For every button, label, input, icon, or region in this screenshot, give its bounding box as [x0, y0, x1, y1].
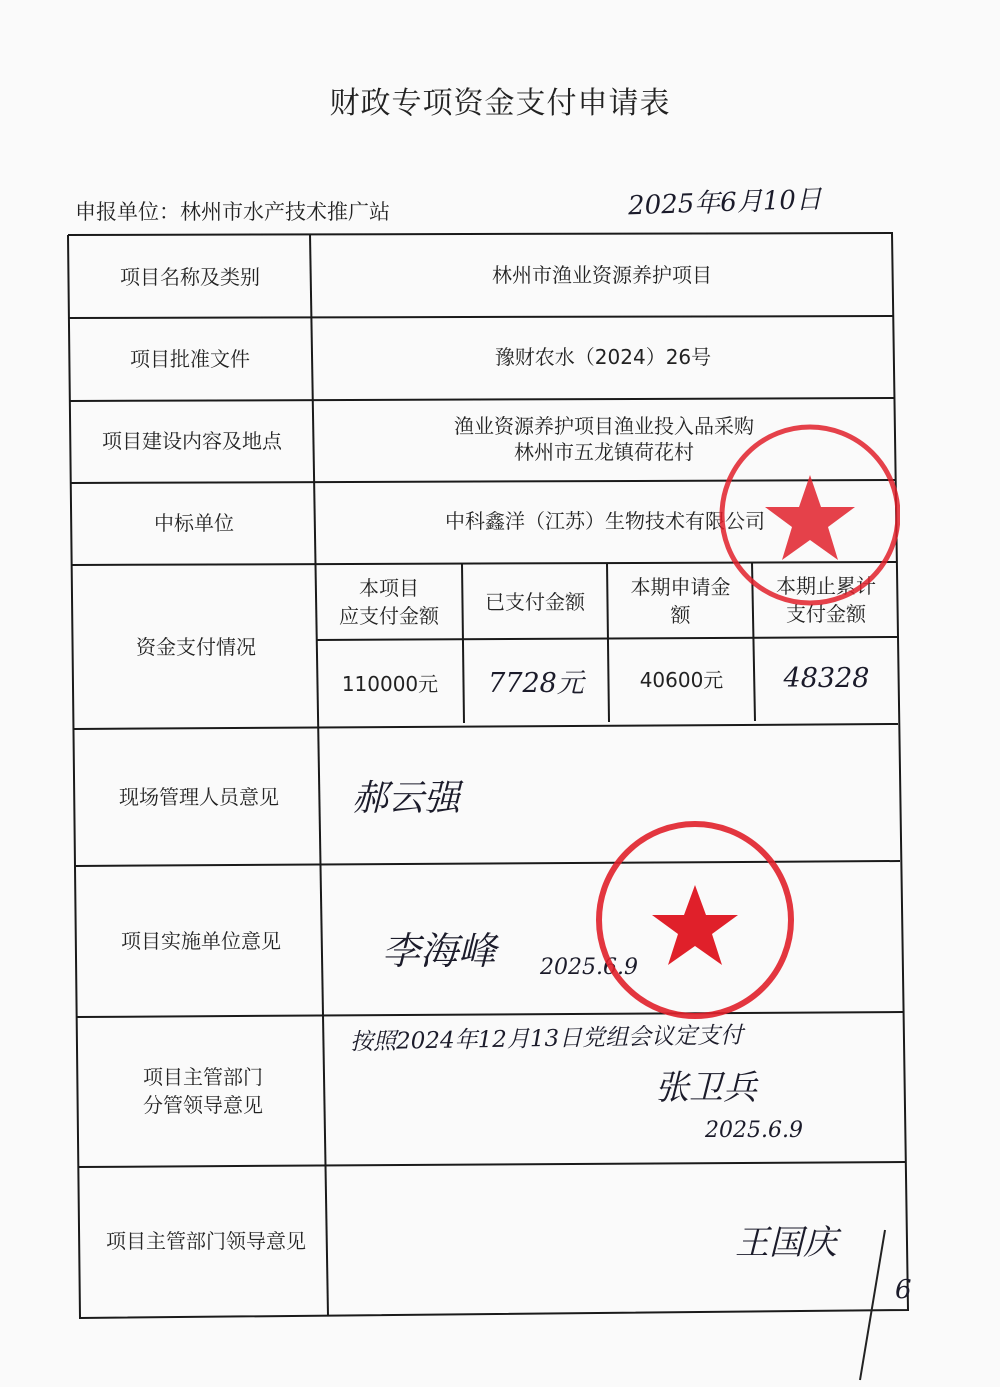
- dept-deputy-date: 2025.6.9: [705, 1118, 803, 1143]
- value-project-name: 林州市渔业资源养护项目: [492, 263, 712, 287]
- label-funds: 资金支付情况: [136, 634, 256, 659]
- funds-col1-header-line2: 应支付金额: [339, 604, 439, 628]
- dept-deputy-comment: 按照2024年12月13日党组会议定支付: [349, 1022, 744, 1056]
- label-dept-deputy-line1: 项目主管部门: [143, 1065, 263, 1089]
- dept-leader-signature: 王国庆: [735, 1223, 837, 1263]
- value-construction-line2: 林州市五龙镇荷花村: [514, 440, 694, 464]
- funds-col4-value: 48328: [783, 663, 870, 694]
- label-dept-deputy-line2: 分管领导意见: [143, 1093, 263, 1117]
- funds-col2-value: 7728元: [488, 668, 584, 699]
- funds-col2-header: 已支付金额: [485, 590, 585, 614]
- label-project-name: 项目名称及类别: [120, 265, 260, 289]
- value-approval-doc: 豫财农水（2024）26号: [494, 345, 712, 369]
- page-title: 财政专项资金支付申请表: [329, 86, 671, 121]
- company-seal: [700, 415, 900, 615]
- funds-col4-header-line1: 本期止累计: [776, 574, 876, 598]
- label-construction: 项目建设内容及地点: [102, 429, 282, 453]
- funds-col3-header-line2: 额: [670, 603, 691, 627]
- label-dept-leader: 项目主管部门领导意见: [106, 1229, 306, 1253]
- dept-deputy-signature: 张卫兵: [655, 1068, 757, 1108]
- funds-col3-value: 40600元: [639, 668, 724, 692]
- implementing-unit-date: 2025.6.9: [540, 955, 638, 980]
- site-manager-signature: 郝云强: [352, 778, 461, 819]
- station-seal: [590, 815, 800, 1025]
- label-site-manager: 现场管理人员意见: [119, 785, 279, 809]
- value-winning-bidder: 中科鑫洋（江苏）生物技术有限公司: [445, 509, 765, 533]
- funds-col1-value: 110000元: [341, 672, 439, 696]
- reporting-unit: 申报单位：林州市水产技术推广站: [75, 200, 390, 224]
- funds-col1-header-line1: 本项目: [359, 576, 419, 600]
- value-construction-line1: 渔业资源养护项目渔业投入品采购: [454, 414, 754, 438]
- label-winning-bidder: 中标单位: [154, 511, 234, 535]
- implementing-unit-signature: 李海峰: [382, 929, 497, 973]
- handwritten-date: 2025年6月10日: [627, 184, 823, 222]
- dept-leader-mark: 6: [895, 1275, 912, 1305]
- label-implementing-unit: 项目实施单位意见: [121, 929, 281, 953]
- funds-col3-header-line1: 本期申请金: [630, 575, 731, 599]
- funds-col4-header-line2: 支付金额: [786, 602, 866, 626]
- label-approval-doc: 项目批准文件: [130, 347, 250, 371]
